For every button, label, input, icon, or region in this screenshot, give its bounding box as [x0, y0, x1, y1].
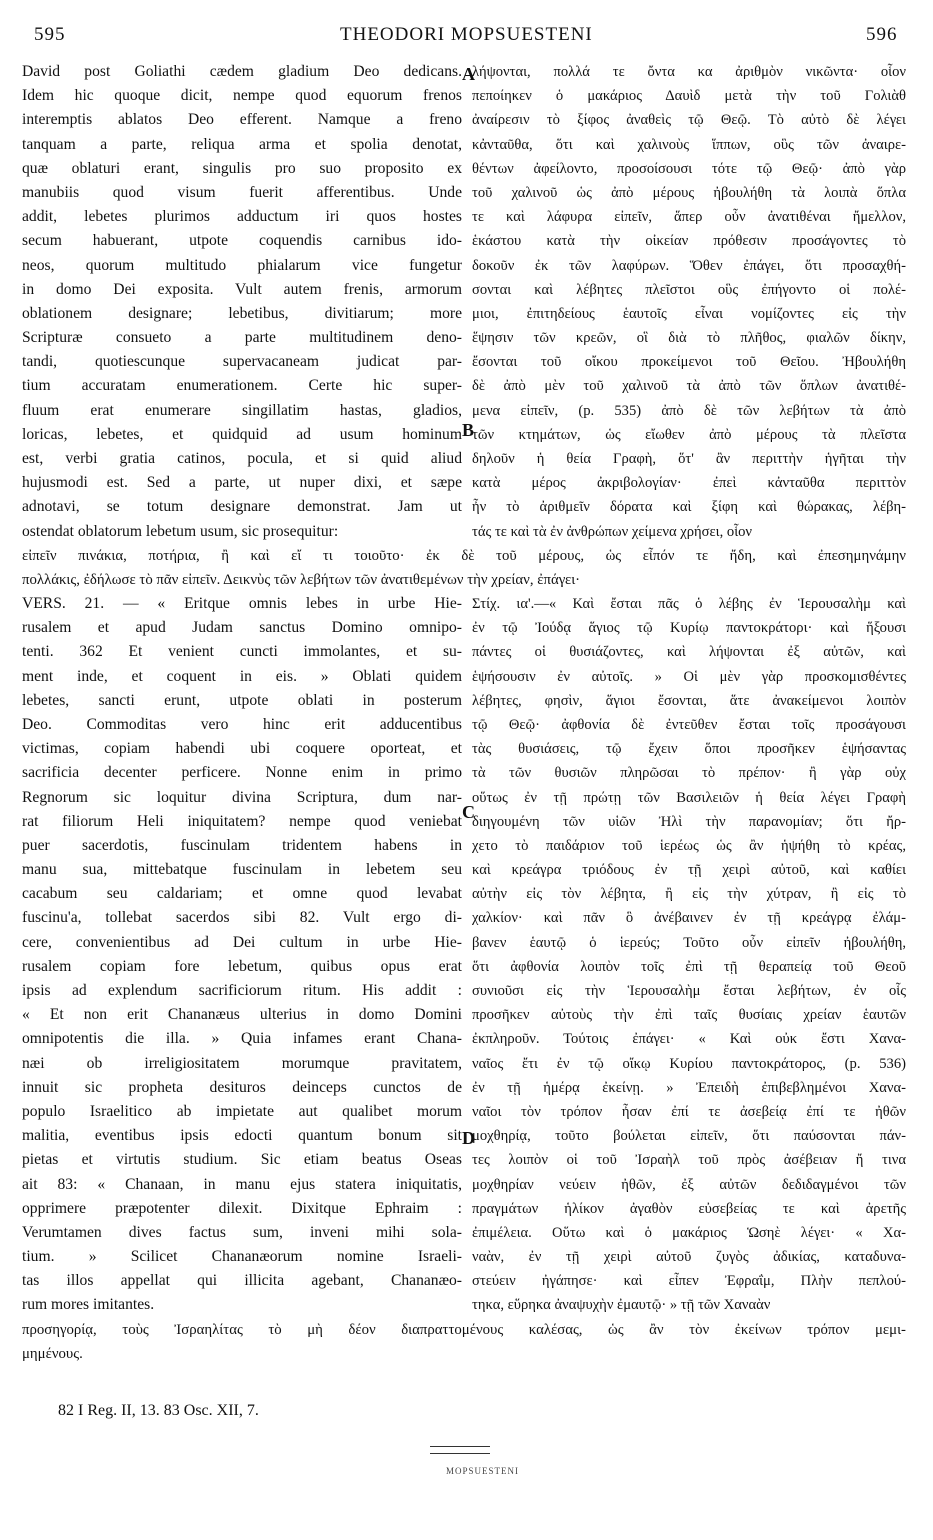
latin-text-line: manubiis quod visum fuerit afferentibus. Unde [22, 183, 462, 201]
greek-text-line: ἀναίρεσιν τὸ ξίφος ἀναθεὶς τῷ Θεῷ. Τὸ αὐτὸ δὲ λέγει [472, 112, 906, 129]
greek-text-line: λήψονται, πολλά τε ὄντα κα ἀριθμὸν νικῶντα· οἷον [472, 64, 906, 80]
greek-text-line: κατὰ μέρος ἀκριβολογίαν· ἐπεὶ κἀνταῦθα περιττὸν [472, 475, 906, 492]
latin-text-line: secum habuerant, utpote coquendis carnibus ido- [22, 232, 462, 250]
latin-text-line: manu sua, mittebatque fuscinulam in lebetem seu [22, 861, 462, 879]
greek-text-line: στεύειν ἠγάπησε· καὶ εἶπεν Ἐφραΐμ, Πλὴν πεπλού- [472, 1273, 906, 1290]
greek-text-line: καὶ κρεάγρα τριόδους ἐν τῇ χειρὶ αὐτοῦ, καὶ καθίει [472, 862, 906, 879]
greek-text-line: τάς τε καὶ τὰ ἐν ἀνθρώπων χείμενα χρήσει, οἷον [472, 523, 753, 540]
latin-text-line: tium. » Scilicet Chananæorum nomine Israeli- [22, 1248, 462, 1266]
latin-text-line: sacrificia decenter perficere. Nonne enim in primo [22, 764, 462, 782]
greek-text-line: ἐν τῇ ἡμέρᾳ ἐκείνῃ. » Ἐπειδὴ ἐπιβεβλημένοι Χανα- [472, 1079, 906, 1096]
latin-text-line: ostendat oblatorum lebetum usum, sic prosequitur: [22, 522, 339, 540]
greek-text-line: ναὰν, ἐν τῇ χειρὶ αὐτοῦ ζυγὸς ἀδικίας, καταδυνα- [472, 1249, 906, 1266]
greek-text-line: διηγουμένη τῶν υἱῶν Ἠλὶ τὴν παρανομίαν; ὅτι ἤρ- [472, 813, 906, 830]
latin-text-line: Verumtamen dives factus sum, inveni mihi sola- [22, 1223, 462, 1241]
greek-text-line: ἑψήσουσιν ἐν αὐτοῖς. » Οἱ μὲν γὰρ προσκομισθέντες [472, 668, 906, 685]
greek-text-line: ἐκπληροῦν. Τούτοις ἐπάγει· « Καὶ οὐκ ἔστι Χανα- [472, 1031, 906, 1048]
greek-text-line: ἐπιμέλεια. Οὕτω καὶ ὁ μακάριος Ὡσηὲ λέγει· « Χα- [472, 1224, 906, 1241]
greek-text-line: τηκα, εὕρηκα ἀναψυχὴν ἐμαυτῷ· » τῇ τῶν Χαναὰν [472, 1297, 771, 1314]
greek-text-line: τες λοιπὸν οἱ τοῦ Ἰσραὴλ τοῦ πρὸς ἀσέβειαν ἤ τινα [472, 1152, 906, 1169]
latin-text-line: tas illos appellat qui illicita agebant, Chananæo- [22, 1272, 462, 1290]
latin-text-line: tandi, quotiescunque supervacaneam judicat par- [22, 353, 462, 371]
latin-text-line: næi ob irreligiositatem morumque pravitatem, [22, 1054, 462, 1072]
greek-text-line: συνιοῦσι εἰς τὴν Ἱερουσαλὴμ ἔσται λεβήτων, ἐν οἷς [472, 983, 906, 999]
latin-text-line: quæ oblaturi erant, singulis pro suo proposito ex [22, 159, 462, 177]
greek-text-line: ναῖος ἔτι ἐν τῷ οἴκῳ Κυρίου παντοκράτορος, (p. 536) [472, 1055, 906, 1072]
greek-text-line: τε καὶ λάφυρα εἰπεῖν, ἅπερ οὖν ἀνατιθέναι ἤμελλον, [472, 209, 906, 226]
greek-text-line: μενα εἰπεῖν, (p. 535) ἀπὸ δὲ τῶν λεβήτων τὰ ἀπὸ [472, 402, 906, 419]
greek-text-line: τῷ Θεῷ· ἀφθονία δὲ ἐντεῦθεν ἔσται τοῖς προσάγουσι [472, 716, 906, 733]
page-number-right: 596 [866, 24, 898, 45]
latin-text-line: oblationem designare; lebetibus, divitiarum; more [22, 304, 462, 322]
running-title: THEODORI MOPSUESTENI [340, 24, 593, 45]
latin-text-line: neos, quorum multitudo phialarum vice fungetur [22, 256, 462, 274]
latin-text-line: Scripturæ consueto a parte multitudinem deno- [22, 329, 462, 347]
footnotes: 82 I Reg. II, 13. 83 Osc. XII, 7. [58, 1402, 259, 1419]
latin-text-line: puer sacerdotis, fuscinulam tridentem habens in [22, 836, 462, 854]
greek-full-width-passage-1 [22, 544, 906, 592]
latin-text-line: lebetes, sancti erunt, utpote oblati in posterum [22, 691, 462, 709]
latin-text-line: hujusmodi est. Sed a parte, ut nuper dixi, et sæpe [22, 474, 462, 492]
latin-text-line: tanquam a parte, reliqua arma et spolia denotat, [22, 135, 462, 153]
margin-marker-c: C [462, 802, 475, 822]
latin-text-line: adnotavi, se totum designare demonstrat. Jam ut [22, 498, 462, 516]
latin-text-line: omnipotentis die illa. » Quia infames erant Chana- [22, 1030, 462, 1048]
latin-text-line: rusalem et apud Judam sanctus Domino omnipo- [22, 619, 462, 637]
ornament-rule [430, 1446, 490, 1454]
latin-column-middle [22, 592, 462, 1318]
greek-text-line: δηλοῦν ἡ θεία Γραφὴ, ὅτ' ἂν περιττὴν ἡγῆται τὴν [472, 451, 906, 467]
greek-text-line: ὅτι ἀφθονία λοιπὸν τοῖς ἐπὶ τῇ θεραπείᾳ τοῦ Θεοῦ [472, 958, 906, 975]
greek-column-middle [472, 592, 906, 1318]
latin-text-line: populo Israelitico ab impietate aut qualibet morum [22, 1102, 462, 1120]
greek-text-line: ναῖοι τὸν τρόπον ἦσαν ἐπί τε ἀσεβείᾳ ἐπί τε ἠθῶν [472, 1103, 906, 1120]
latin-text-line: loricas, lebetes, et quidquid ad usum hominum [22, 425, 462, 443]
greek-text-line: μιοι, ἐπιτηδείους ἑαυτοῖς εἶναι νομίζοντες εἰς τὴν [472, 305, 906, 322]
latin-text-line: ait 83: « Chanaan, in manu ejus statera iniquitatis, [22, 1175, 462, 1193]
latin-text-line: cere, convenientibus ad Dei cultum in urbe Hie- [22, 933, 462, 951]
greek-text-line: προσῆκεν αὐτοὺς τὴν ἐπὶ ταῖς θυσίαις χρείαν ἑαυτῶν [472, 1007, 906, 1024]
greek-text-line: οὕτως ἐν τῇ πρώτῃ τῶν Βασιλειῶν ἡ θεία λέγει Γραφὴ [472, 789, 906, 806]
greek-text-line: λέβητες, φησὶν, ἅγιοι ἔσονται, ἅτε ἀνακείμενοι λοιπὸν [472, 692, 906, 709]
margin-marker-a: A [462, 64, 475, 84]
latin-text-line: innuit sic propheta desituros deinceps cunctos de [22, 1078, 462, 1096]
latin-text-line: pietas et virtutis studium. Sic etiam beatus Oseas [22, 1151, 462, 1169]
latin-text-line: rum mores imitantes. [22, 1296, 155, 1314]
greek-text-line: πάντες οἱ θυσιάζοντες, καὶ λήψονται ἐξ αὐτῶν, καὶ [472, 644, 906, 661]
greek-text-line: θέντων ἀφείλοντο, προσοίσουσι τότε τῷ Θεῷ· ἀπὸ γὰρ [472, 160, 906, 177]
greek-text-line: αὐτὴν εἰς τὸν λέβητα, ἢ εἰς τὴν χύτραν, ἢ εἰς τὸ [472, 886, 906, 903]
greek-text-line: χαλκίον· καὶ πᾶν ὃ ἀνέβαινεν ἐν τῇ κρεάγρᾳ ἐλάμ- [472, 910, 906, 927]
latin-text-line: rusalem copiam fore lebetum, quibus opus erat [22, 957, 462, 975]
greek-column-top [472, 60, 906, 544]
greek-text-line: τοῦ χαλινοῦ ὡς ἀπὸ μέρους ἠβουλήθη τὰ λοιπὰ ὅπλα [472, 184, 906, 201]
latin-text-line: Idem hic quoque dicit, nempe quod equorum frenos [22, 87, 462, 105]
latin-text-line: in domo Dei exposita. Vult autem frenis, armorum [22, 280, 462, 298]
latin-text-line: addit, lebetes plurimos adductum iri quos hostes [22, 208, 462, 226]
greek-text-line: δὲ ἀπὸ μὲν τοῦ χαλινοῦ τὰ ἀπὸ τῶν ὅπλων ἀνατιθέ- [472, 378, 906, 395]
latin-text-line: fluum erat enumerare singillatim hastas, gladios, [22, 401, 462, 419]
latin-text-line: victimas, copiam habendi ubi coquere oporteat, et [22, 740, 462, 758]
greek-text-line: πραγμάτων ἡλίκον ἀγαθὸν εὐσεβείας τε καὶ ἀρετῆς [472, 1200, 906, 1217]
bottom-signature: MOPSUESTENI [446, 1466, 520, 1476]
greek-text-line: χετο τὸ παιδάριον τοῦ ἱερέως ὡς ἂν ἡψήθη τὸ κρέας, [472, 837, 906, 854]
latin-text-line: tenti. 362 Et venient cuncti immolantes, et su- [22, 643, 462, 661]
latin-column-top [22, 60, 462, 544]
greek-text-line: σονται καὶ λέβητες πλεῖστοι οὓς ἐπήγοντο οἱ πολέ- [472, 281, 906, 298]
greek-text-line: ἦν τὸ ἀριθμεῖν δόρατα καὶ ξίφη καὶ θώρακας, λέβη- [472, 499, 906, 516]
greek-text-line: τῶν κτημάτων, ὡς εἴωθεν ἀπὸ μέρους τὰ πλεῖστα [472, 426, 906, 443]
margin-marker-b: B [462, 420, 475, 440]
greek-text-line: τὰ τῶν θυσιῶν πληρῶσαι τὸ πρέπον· ἢ γὰρ οὐχ [472, 765, 906, 782]
latin-text-line: David post Goliathi cædem gladium Deo dedicans. [22, 63, 462, 80]
latin-text-line: cacabum seu caldariam; et omne quod levabat [22, 885, 462, 903]
latin-text-line: VERS. 21. — « Eritque omnis lebes in urbe Hie- [22, 595, 462, 612]
latin-text-line: interemptis ablatos Deo efferent. Namque a freno [22, 111, 462, 129]
latin-text-line: « Et non erit Chananæus ulterius in domo Domini [22, 1006, 462, 1024]
latin-text-line: tium accuratam enumerationem. Certe hic super- [22, 377, 462, 395]
greek-text-line: μοχθηρίᾳ, τοῦτο βούλεται εἰπεῖν, ὅτι παύσονται πάν- [472, 1128, 906, 1145]
greek-text-line: ἕψησιν τῶν κρεῶν, οἳ διὰ τὸ πλῆθος, φιαλῶν δίκην, [472, 330, 906, 347]
greek-text-line: δοκοῦν ἐκ τῶν λαφύρων. Ὅθεν ἐπάγει, ὅτι προσαχθή- [472, 257, 906, 274]
greek-text-line: βανεν ἑαυτῷ ὁ ἱερεύς; Τοῦτο οὖν εἰπεῖν ἠβουλήθη, [472, 934, 906, 951]
latin-text-line: ipsis ad explendum sacrificiorum ritum. His addit : [22, 982, 462, 999]
page-number-left: 595 [34, 24, 66, 45]
latin-text-line: Deo. Commoditas vero hinc erit adducentibus [22, 715, 462, 733]
latin-text-line: malitia, eventibus ipsis edocti quantum bonum sit [22, 1127, 462, 1145]
greek-text-line: τὰς θυσιάσεις, τῷ ἔχειν ὅποι προσῆκεν ἑψήσαντας [472, 741, 906, 758]
greek-text-line: ἑκάστου κατὰ τὴν οἰκείαν πρόθεσιν προσάγοντες τὸ [472, 233, 906, 250]
latin-text-line: opprimere præpotenter dilexit. Dixitque Ephraim : [22, 1199, 462, 1217]
greek-text-line: ἔσονται τοῦ οἴκου προκείμενοι τοῦ Θεῖου. Ἠβουλήθη [472, 354, 906, 371]
greek-full-text-line: εἰπεῖν πινάκια, ποτήρια, ἢ καὶ εἴ τι τοιοῦτο· ἐκ δὲ τοῦ μέρους, ὡς εἶπόν τε ἤδη, καὶ ἐπεσημηνάμην [22, 548, 906, 564]
greek-full-text-line: μημένους. [22, 1346, 83, 1362]
greek-text-line: κἀνταῦθα, ὅτι καὶ χαλινοὺς ἵππων, οὓς τῶν ἀναιρε- [472, 136, 906, 153]
greek-full-text-line: πολλάκις, ἐδήλωσε τὸ πᾶν εἰπεῖν. Δεικνὺς τῶν λεβήτων τῶν ἀνατιθεμένων τὴν χρείαν, ἐπάγει· [22, 572, 581, 588]
latin-text-line: rat filiorum Heli iniquitatem? nempe quod veniebat [22, 812, 462, 830]
greek-full-text-line: προσηγορίᾳ, τοὺς Ἰσραηλίτας τὸ μὴ δέον διαπραττομένους καλέσας, ὡς ἂν τὸν ἐκείνων τρόπον μεμι- [22, 1322, 906, 1338]
latin-text-line: Regnorum sic loquitur divina Scriptura, dum nar- [22, 788, 462, 806]
latin-text-line: fuscinu'a, tollebat sacerdos sibi 82. Vult ergo di- [22, 909, 462, 927]
greek-text-line: μοχθηρίαν νεύειν ἠθῶν, ἐξ αὐτῶν δεδιδαγμένοι τῶν [472, 1176, 906, 1193]
greek-full-width-passage-2 [22, 1318, 906, 1366]
greek-text-line: ἐν τῷ Ἰούδᾳ ἅγιος τῷ Κυρίῳ παντοκράτορι· καὶ ἥξουσι [472, 620, 906, 637]
margin-marker-d: D [462, 1128, 475, 1148]
latin-text-line: est, verbi gratia catinos, pocula, et si quid aliud [22, 450, 462, 467]
latin-text-line: ment inde, et coquent in eis. » Oblati quidem [22, 667, 462, 685]
greek-text-line: πεποίηκεν ὁ μακάριος Δαυὶδ μετὰ τὴν τοῦ Γολιὰθ [472, 88, 906, 105]
greek-text-line: Στίχ. ια'.—« Καὶ ἔσται πᾶς ὁ λέβης ἐν Ἱερουσαλὴμ καὶ [472, 596, 906, 612]
